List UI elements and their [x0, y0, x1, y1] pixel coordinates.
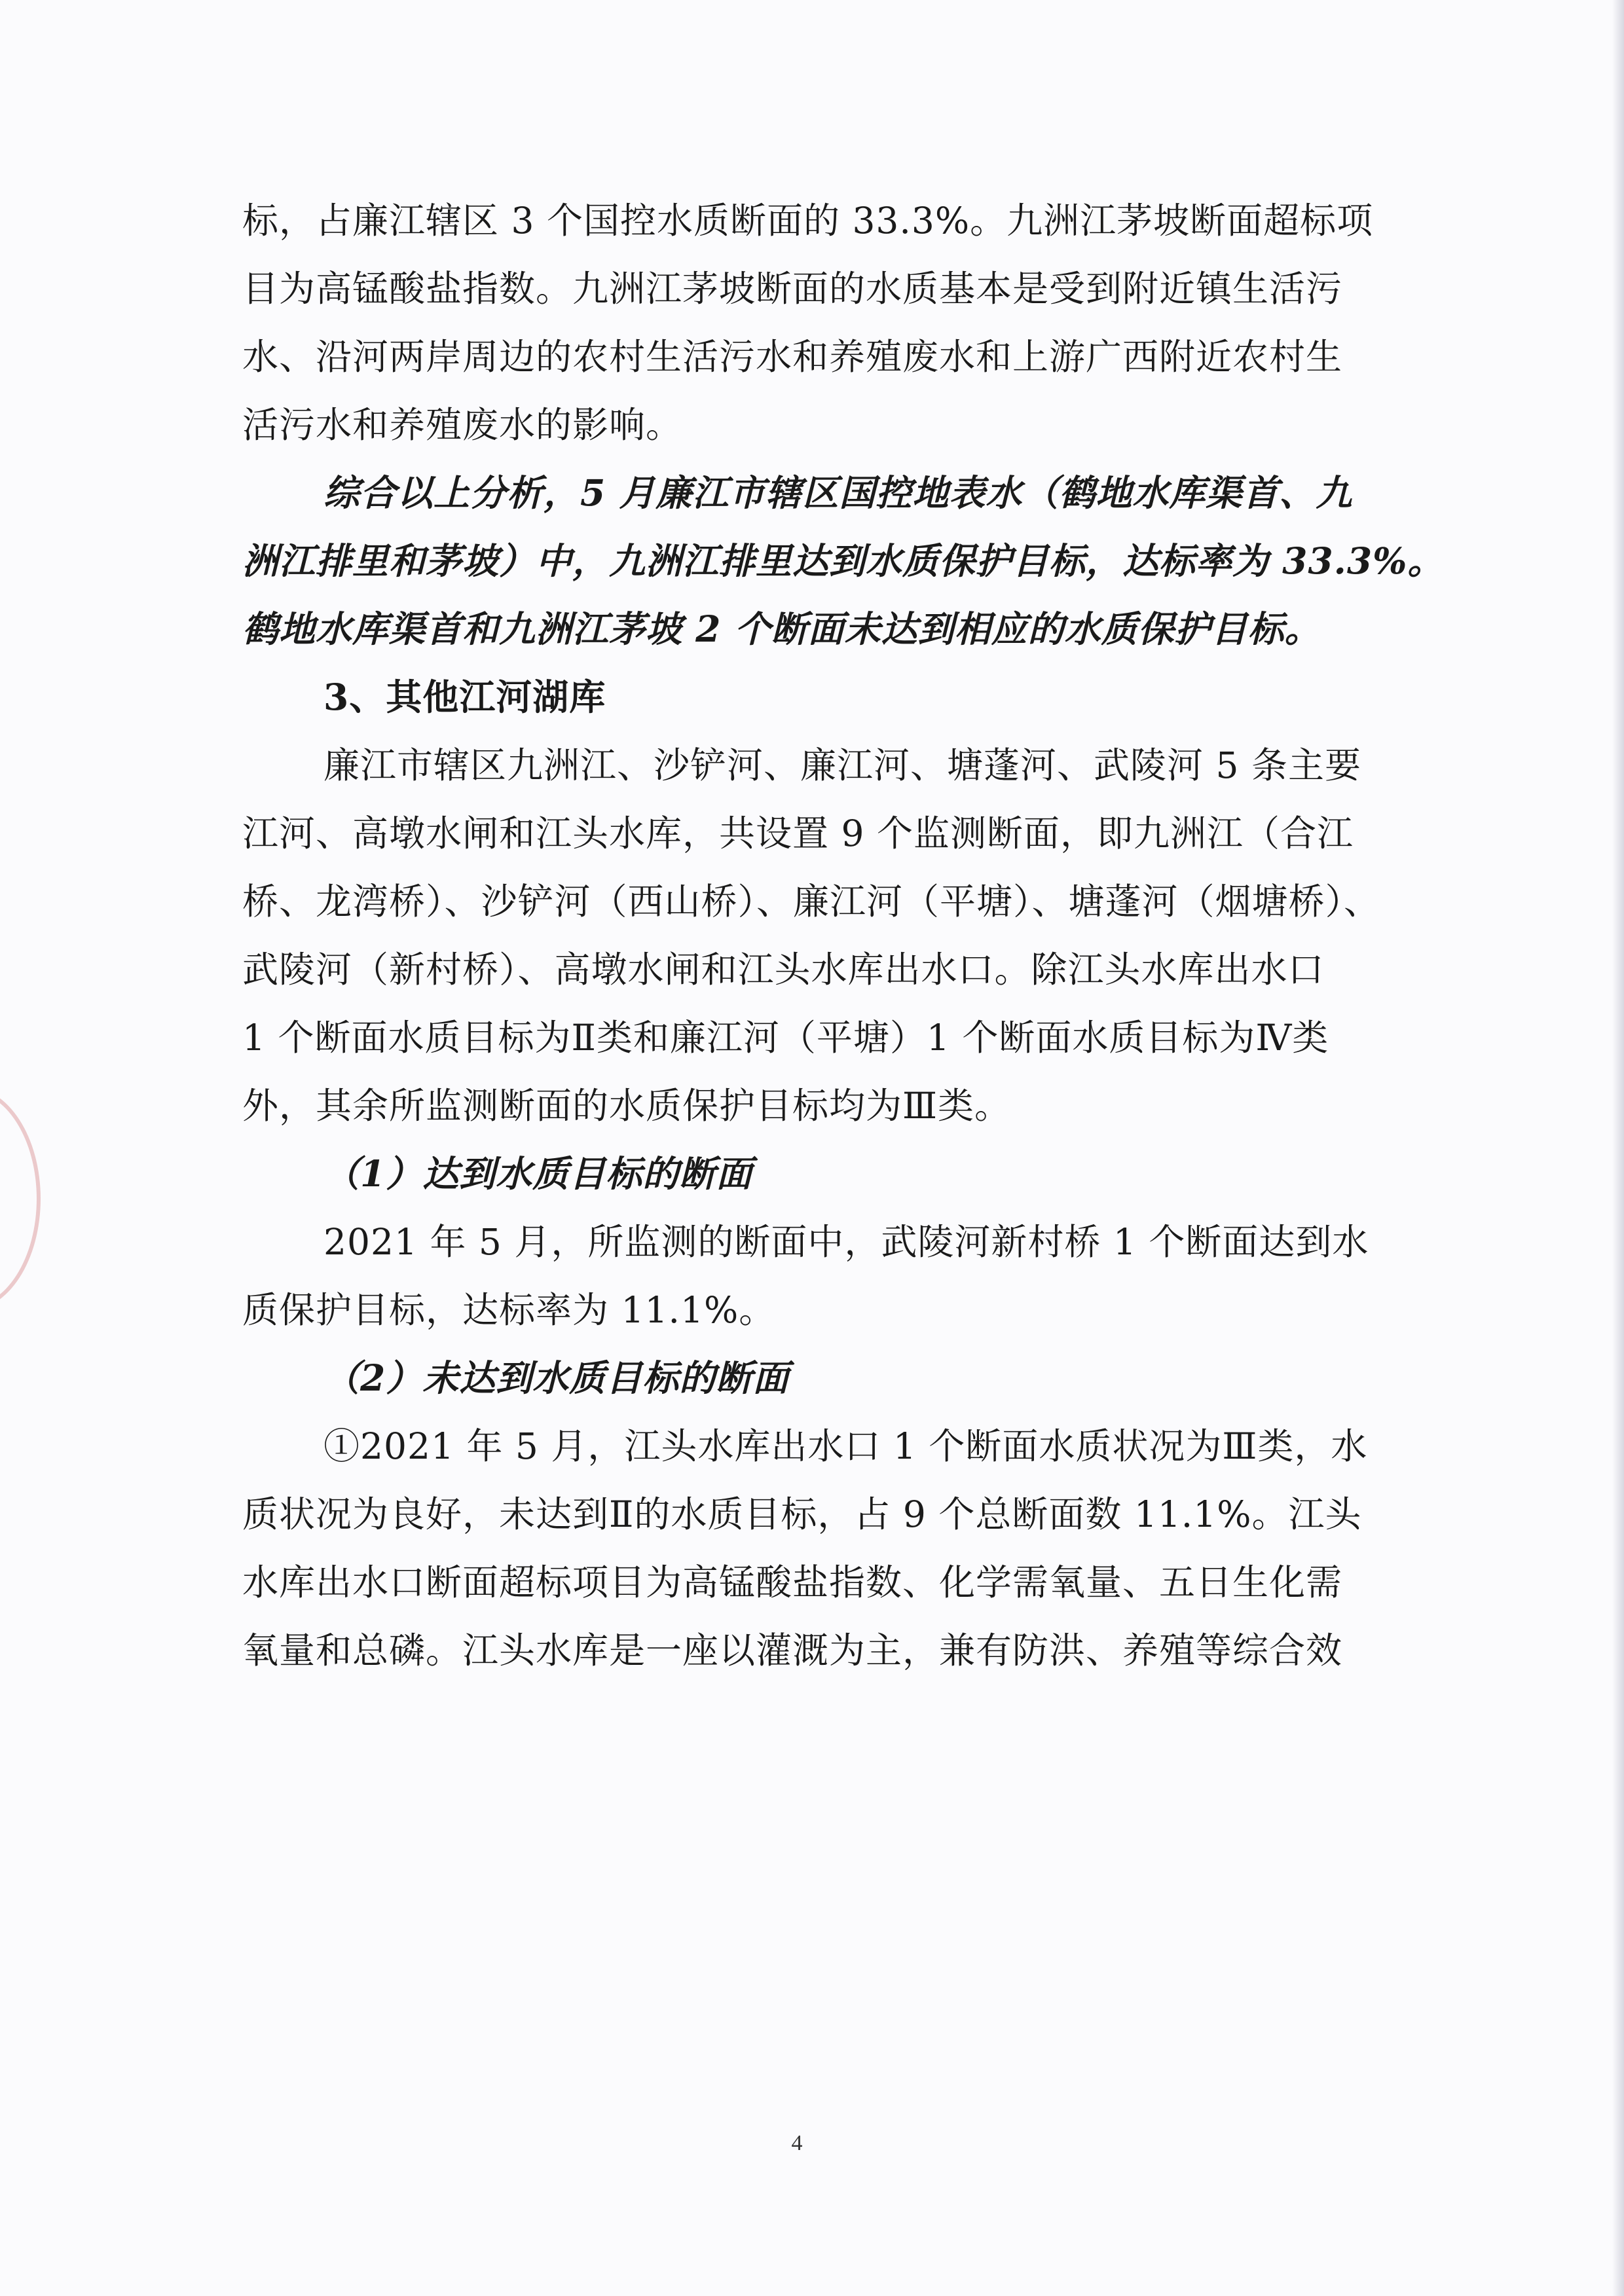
text-line: 水库出水口断面超标项目为高锰酸盐指数、化学需氧量、五日生化需	[242, 1561, 1343, 1603]
text-line: 水、沿河两岸周边的农村生活污水和养殖废水和上游广西附近农村生	[242, 336, 1343, 378]
body-text	[242, 187, 1445, 1685]
text-line: 武陵河（新村桥）、高墩水闸和江头水库出水口。除江头水库出水口	[242, 949, 1325, 991]
text-line: 质保护目标，达标率为 11.1%。	[242, 1289, 776, 1331]
subsection-heading: （2）未达到水质目标的断面	[323, 1357, 790, 1399]
text-line: 氧量和总磷。江头水库是一座以灌溉为主，兼有防洪、养殖等综合效	[242, 1630, 1343, 1671]
text-line: 1 个断面水质目标为Ⅱ类和廉江河（平塘）1 个断面水质目标为Ⅳ类	[242, 1017, 1329, 1059]
section-heading: 3、其他江河湖库	[323, 676, 606, 718]
text-line: 质状况为良好，未达到Ⅱ的水质目标，占 9 个总断面数 11.1%。江头	[242, 1493, 1362, 1535]
text-line: 廉江市辖区九洲江、沙铲河、廉江河、塘蓬河、武陵河 5 条主要	[323, 744, 1361, 786]
text-line: 目为高锰酸盐指数。九洲江茅坡断面的水质基本是受到附近镇生活污	[242, 268, 1343, 310]
text-line: 桥、龙湾桥）、沙铲河（西山桥）、廉江河（平塘）、塘蓬河（烟塘桥）、	[242, 881, 1381, 922]
text-line: 活污水和养殖废水的影响。	[242, 404, 683, 446]
seal-stamp-fragment	[0, 1087, 41, 1311]
summary-line: 鹤地水库渠首和九洲江茅坡 2 个断面未达到相应的水质保护目标。	[242, 608, 1321, 650]
text-line: 外，其余所监测断面的水质保护目标均为Ⅲ类。	[242, 1085, 1012, 1127]
summary-line: 洲江排里和茅坡）中，九洲江排里达到水质保护目标，达标率为 33.3%。	[242, 539, 1445, 582]
text-line: ①2021 年 5 月，江头水库出水口 1 个断面水质状况为Ⅲ类，水	[323, 1425, 1368, 1467]
text-line: 江河、高墩水闸和江头水库，共设置 9 个监测断面，即九洲江（合江	[242, 812, 1354, 854]
page-number: 4	[791, 2131, 803, 2155]
text-line: 2021 年 5 月，所监测的断面中，武陵河新村桥 1 个断面达到水	[323, 1221, 1369, 1263]
subsection-heading: （1）达到水质目标的断面	[323, 1152, 753, 1195]
text-line: 标，占廉江辖区 3 个国控水质断面的 33.3%。九洲江茅坡断面超标项	[242, 200, 1374, 242]
summary-line: 综合以上分析，5 月廉江市辖区国控地表水（鹤地水库渠首、九	[323, 471, 1353, 514]
scan-edge-shadow	[1612, 0, 1624, 2296]
